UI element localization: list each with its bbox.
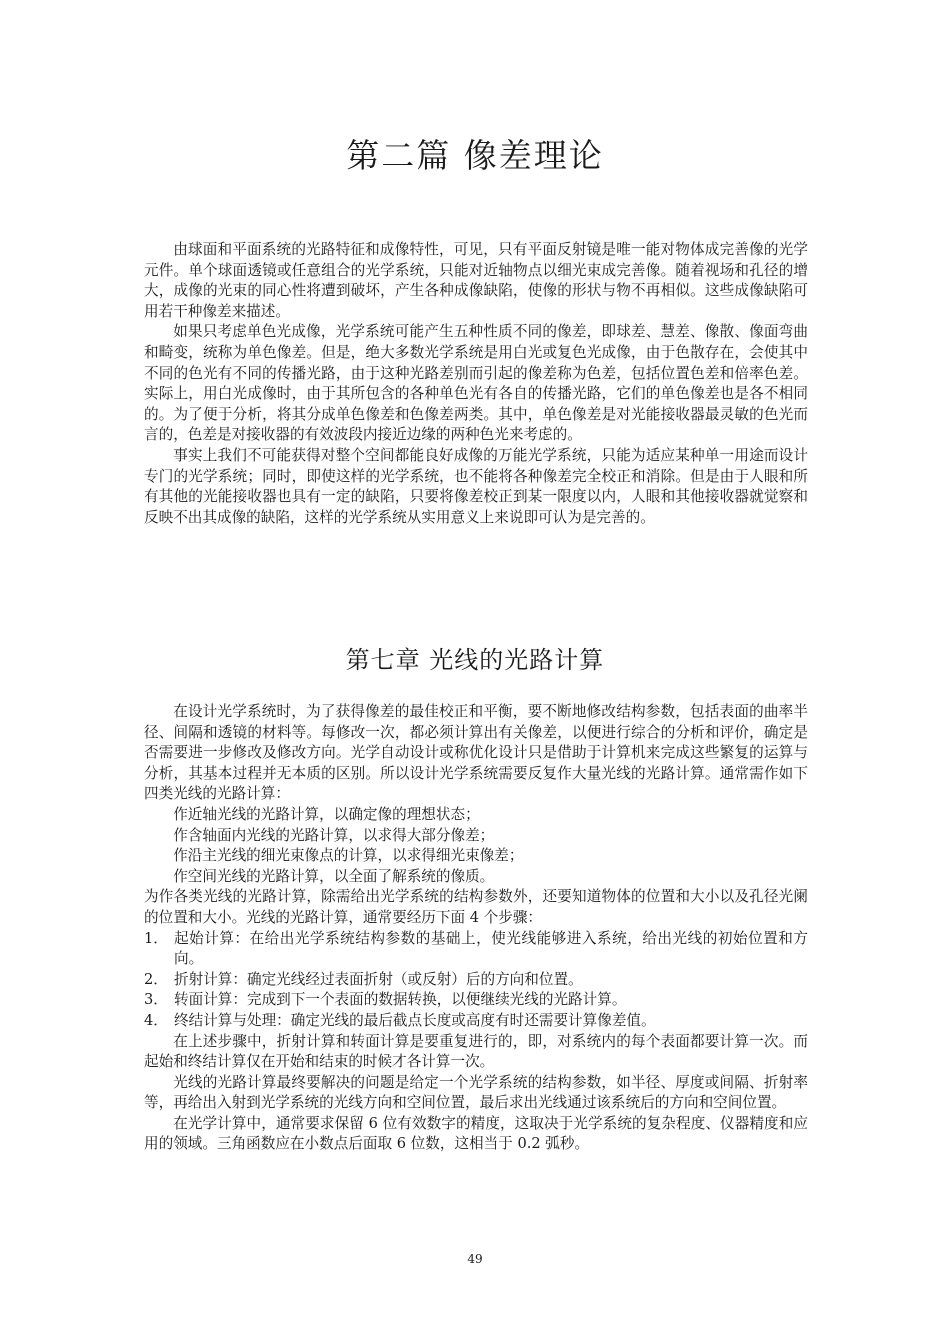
step-item <box>144 929 808 970</box>
intro-paragraph-1: 由球面和平面系统的光路特征和成像特性，可见，只有平面反射镜是唯一能对物体成完善像的光学元件。单个球面透镜或任意组合的光学系统，只能对近轴物点以细光束成完善像。随着视场和孔径的增大，成像的光束的同心性将遭到破坏，产生各种成像缺陷，使像的形状与物不再相似。这些成像缺陷可用若干种像差来描述。 <box>144 241 808 320</box>
step-item <box>144 970 808 991</box>
step-text: 折射计算：确定光线经过表面折射（或反射）后的方向和位置。 <box>174 970 583 988</box>
ray-type-item: 作近轴光线的光路计算，以确定像的理想状态； <box>173 805 480 823</box>
step-text: 转面计算：完成到下一个表面的数据转换，以便继续光线的光路计算。 <box>174 991 627 1009</box>
ray-type-item: 作沿主光线的细光束像点的计算，以求得细光束像差； <box>173 847 524 865</box>
intro-paragraph-2: 如果只考虑单色光成像，光学系统可能产生五种性质不同的像差，即球差、慧差、像散、像面弯曲和畸变，统称为单色像差。但是，绝大多数光学系统是用白光或复色光成像，由于色散存在，会使其中不同的色光有不同的传播光路，由于这种光路差别而引起的像差称为色差，包括位置色差和倍率色差。实际上，用白光成像时，由于其所包含的各种单色光有各自的传播光路，它们的单色像差也是各不相同的。为了便于分析，将其分成单色像差和色像差两类。其中，单色像差是对光能接收器最灵敏的色光而言的，色差是对接收器的有效波段内接近边缘的两种色光来考虑的。 <box>144 323 808 444</box>
steps-intro-paragraph: 为作各类光线的光路计算，除需给出光学系统的结构参数外，还要知道物体的位置和大小以及孔径光阑的位置和大小。光线的光路计算，通常要经历下面 4 个步骤： <box>144 888 808 926</box>
steps-list <box>144 929 808 1032</box>
part-intro <box>144 240 808 528</box>
step-item <box>144 1011 808 1032</box>
ray-type-item: 作含轴面内光线的光路计算，以求得大部分像差； <box>173 826 495 844</box>
chapter-intro-paragraph: 在设计光学系统时，为了获得像差的最佳校正和平衡，要不断地修改结构参数，包括表面的曲率半径、间隔和透镜的材料等。每修改一次，都必须计算出有关像差，以便进行综合的分析和评价，确定是否需要进一步修改及修改方向。光学自动设计或称优化设计只是借助于计算机来完成这些繁复的运算与分析，其基本过程并无本质的区别。所以设计光学系统需要反复作大量光线的光路计算。通常需作如下四类光线的光路计算： <box>144 703 808 803</box>
closing-paragraph-3: 在光学计算中，通常要求保留 6 位有效数字的精度，这取决于光学系统的复杂程度、仪器精度和应用的领域。三角函数应在小数点后面取 6 位数，这相当于 0.2 弧秒。 <box>144 1114 808 1153</box>
intro-paragraph-3: 事实上我们不可能获得对整个空间都能良好成像的万能光学系统，只能为适应某种单一用途而设计专门的光学系统；同时，即使这样的光学系统，也不能将各种像差完全校正和消除。但是由于人眼和所有其他的光能接收器也具有一定的缺陷，只要将像差校正到某一限度以内，人眼和其他接收器就觉察和反映不出其成像的缺陷，这样的光学系统从实用意义上来说即可认为是完善的。 <box>144 446 808 526</box>
step-number: 4． <box>144 1011 168 1029</box>
step-number: 3． <box>144 991 168 1009</box>
ray-type-item: 作空间光线的光路计算，以全面了解系统的像质。 <box>173 867 495 885</box>
step-number: 1． <box>144 929 168 947</box>
step-text: 起始计算：在给出光学系统结构参数的基础上，使光线能够进入系统，给出光线的初始位置和方向。 <box>174 929 808 968</box>
chapter-body <box>144 702 808 1155</box>
page-number: 49 <box>467 1252 483 1266</box>
step-item <box>144 990 808 1011</box>
step-number: 2． <box>144 970 168 988</box>
step-text: 终结计算与处理：确定光线的最后截点长度或高度有时还需要计算像差值。 <box>174 1011 656 1029</box>
closing-paragraph-1: 在上述步骤中，折射计算和转面计算是要重复进行的，即，对系统内的每个表面都要计算一次。而起始和终结计算仅在开始和结束的时候才各计算一次。 <box>144 1032 808 1071</box>
chapter-title: 第七章 光线的光路计算 <box>345 646 605 674</box>
part-title: 第二篇 像差理论 <box>346 136 604 175</box>
closing-paragraph-2: 光线的光路计算最终要解决的问题是给定一个光学系统的结构参数，如半径、厚度或间隔、折射率等，再给出入射到光学系统的光线方向和空间位置，最后求出光线通过该系统后的方向和空间位置。 <box>144 1073 808 1112</box>
